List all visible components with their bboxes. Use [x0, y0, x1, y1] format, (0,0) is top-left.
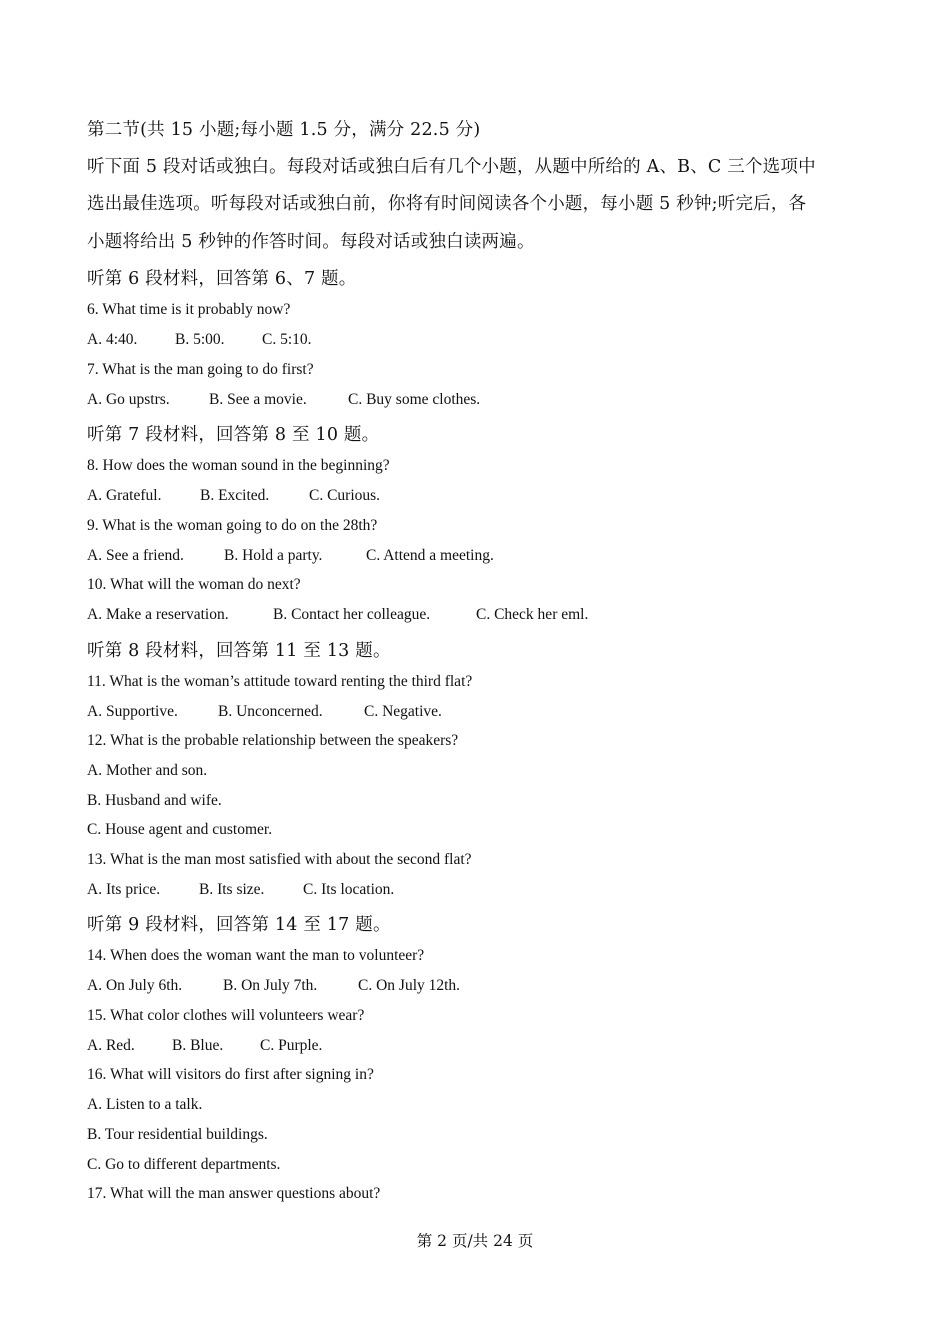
instruction-line-3: 小题将给出 5 秒钟的作答时间。每段对话或独白读两遍。	[87, 232, 535, 252]
question-stem: 11. What is the woman’s attitude toward renting the third flat?	[87, 673, 473, 690]
question-options	[87, 391, 480, 409]
question-stem: 14. When does the woman want the man to volunteer?	[87, 947, 425, 964]
question-stem: 15. What color clothes will volunteers wear?	[87, 1007, 365, 1024]
option-b: B. See a movie.	[209, 391, 307, 408]
option-c: C. Attend a meeting.	[366, 547, 494, 564]
question-options	[87, 1037, 322, 1055]
option-c: C. On July 12th.	[358, 977, 461, 994]
option-a: A. Supportive.	[87, 703, 178, 720]
question-options	[87, 703, 442, 721]
question-stem: 12. What is the probable relationship between the speakers?	[87, 732, 459, 749]
option-b: B. Its size.	[199, 881, 265, 898]
option-b: B. Excited.	[200, 487, 270, 504]
page-footer: 第 2 页/共 24 页	[416, 1232, 534, 1250]
group-heading: 听第 9 段材料，回答第 14 至 17 题。	[87, 915, 391, 935]
option-a: A. Listen to a talk.	[87, 1096, 203, 1113]
question-stem: 16. What will visitors do first after signing in?	[87, 1066, 374, 1083]
option-b: B. Contact her colleague.	[273, 606, 431, 623]
question-stem: 9. What is the woman going to do on the 28th?	[87, 517, 378, 534]
option-b: B. On July 7th.	[223, 977, 318, 994]
option-c: C. 5:10.	[262, 331, 312, 348]
option-b: B. Tour residential buildings.	[87, 1126, 268, 1143]
question-stem: 8. How does the woman sound in the beginning?	[87, 457, 390, 474]
option-c: C. Curious.	[309, 487, 381, 504]
option-c: C. Its location.	[303, 881, 395, 898]
option-b: B. Blue.	[172, 1037, 224, 1054]
question-stem: 6. What time is it probably now?	[87, 301, 291, 318]
instruction-line-2: 选出最佳选项。听每段对话或独白前，你将有时间阅读各个小题，每小题 5 秒钟;听完后，各	[87, 194, 807, 214]
question-options	[87, 606, 588, 624]
option-c: C. Go to different departments.	[87, 1156, 281, 1173]
group-heading: 听第 7 段材料，回答第 8 至 10 题。	[87, 425, 380, 445]
instruction-line-1: 听下面 5 段对话或独白。每段对话或独白后有几个小题，从题中所给的 A、B、C 三个选项中	[87, 157, 816, 177]
group-heading: 听第 6 段材料，回答第 6、7 题。	[87, 269, 357, 289]
option-c: C. Negative.	[364, 703, 442, 720]
option-a: A. On July 6th.	[87, 977, 183, 994]
option-a: A. Mother and son.	[87, 762, 208, 779]
option-c: C. Purple.	[260, 1037, 323, 1054]
option-a: A. Make a reservation.	[87, 606, 229, 623]
option-b: B. 5:00.	[175, 331, 225, 348]
option-a: A. Its price.	[87, 881, 161, 898]
question-stem: 7. What is the man going to do first?	[87, 361, 314, 378]
question-options	[87, 331, 312, 349]
option-a: A. See a friend.	[87, 547, 184, 564]
question-stem: 17. What will the man answer questions about?	[87, 1185, 381, 1202]
question-stem: 10. What will the woman do next?	[87, 576, 301, 593]
option-b: B. Unconcerned.	[218, 703, 323, 720]
question-options	[87, 487, 380, 505]
option-a: A. Go upstrs.	[87, 391, 170, 408]
option-c: C. Check her eml.	[476, 606, 589, 623]
question-stem: 13. What is the man most satisfied with about the second flat?	[87, 851, 472, 868]
question-options	[87, 881, 394, 899]
option-c: C. Buy some clothes.	[348, 391, 481, 408]
section-title: 第二节(共 15 小题;每小题 1.5 分，满分 22.5 分)	[87, 120, 481, 140]
group-heading: 听第 8 段材料，回答第 11 至 13 题。	[87, 641, 391, 661]
option-c: C. House agent and customer.	[87, 821, 273, 838]
option-b: B. Hold a party.	[224, 547, 323, 564]
option-a: A. 4:40.	[87, 331, 138, 348]
option-a: A. Grateful.	[87, 487, 162, 504]
question-options	[87, 547, 494, 565]
option-b: B. Husband and wife.	[87, 792, 222, 809]
question-options	[87, 977, 460, 995]
option-a: A. Red.	[87, 1037, 135, 1054]
